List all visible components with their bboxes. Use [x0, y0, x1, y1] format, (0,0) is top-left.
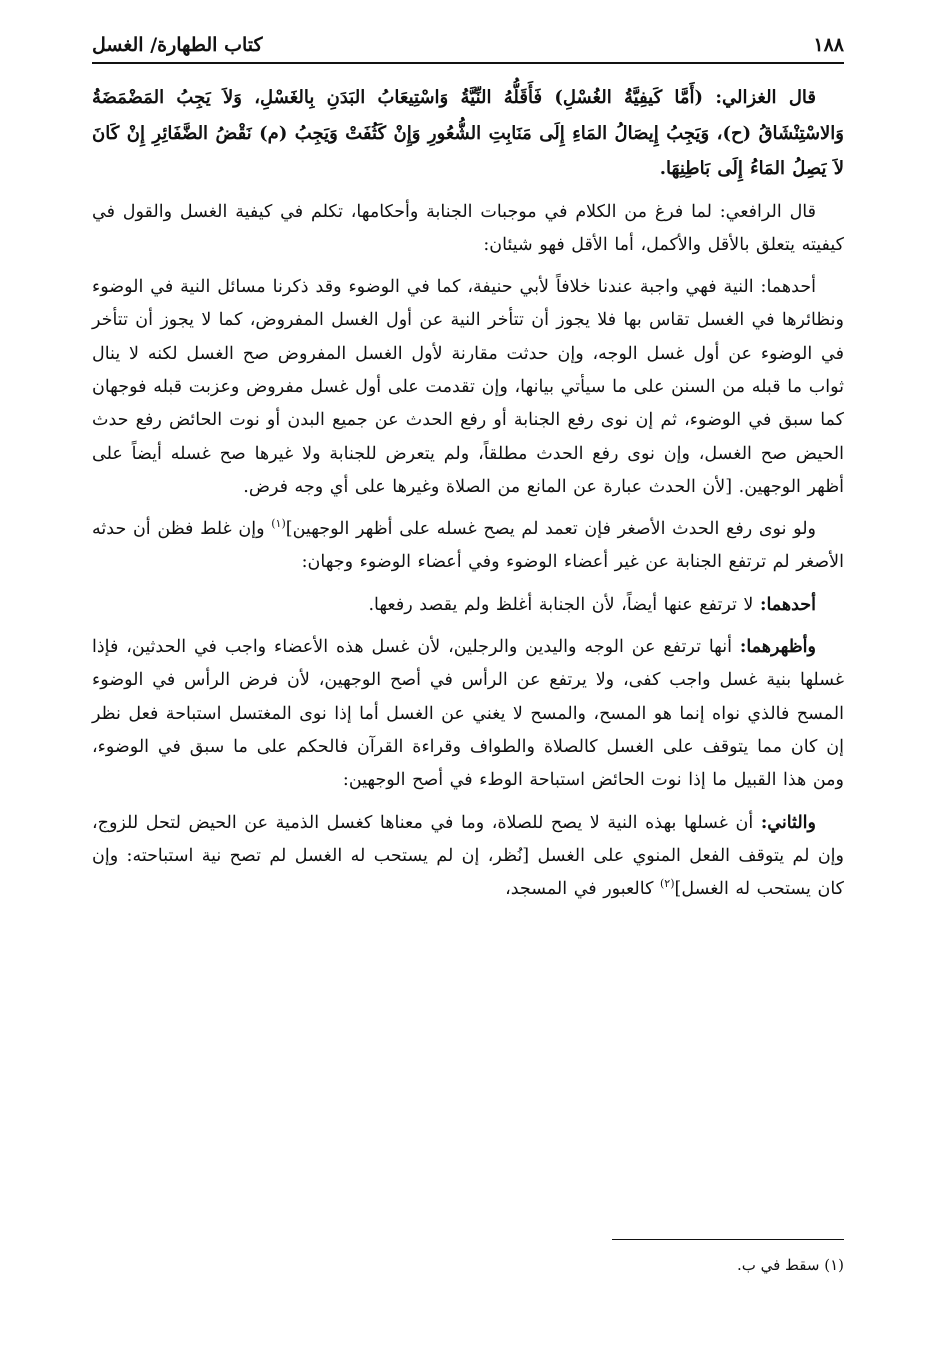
paragraph-text: أن غسلها بهذه النية لا يصح للصلاة، وما في معناها كغسل الذمية عن الحيض لتحل للزوج، وإن لم يتوقف الفعل المنوي على الغسل [نُظر، إن لم يستحب له الغسل لم تصح نية استباحته: وإن كان يستحب له الغسل] [92, 812, 844, 900]
paragraph-lead: وأظهرهما: [739, 637, 816, 658]
page-body [92, 80, 844, 906]
paragraph-text: قال الغزالي: (أَمَّا كَيفِيَّةُ الغُسْلِ) فَأَقَلُّهُ النِّيَّةُ وَاسْتِيعَابُ البَدَنِ بِالغَسْلِ، وَلاَ يَجِبُ المَضْمَضَةُ وَالاسْتِنْشَاقُ (ح)، وَيَجِبُ إِيصَالُ المَاءِ إِلَى مَنَابِتِ الشُّعُورِ وَإِنْ كَثُفَتْ وَيَجِبُ (م) نَقْضُ الضَّفَائِرِ إِنْ كَانَ لاَ يَصِلُ المَاءُ إِلَى بَاطِنِهَا. [92, 87, 844, 179]
chapter-title: كتاب الطهارة/ الغسل [92, 34, 263, 56]
paragraph-lead: أحدهما: [759, 594, 816, 615]
clearer-view-paragraph [92, 631, 844, 797]
paragraph-text-continued: وإن غلط فظن أن حدثه الأصغر لم ترتفع الجنابة عن غير أعضاء الوضوء وفي أعضاء الوضوء وجهان: [92, 519, 844, 573]
minor-hadath-paragraph [92, 513, 844, 580]
paragraph-text: ولو نوى رفع الحدث الأصغر فإن تعمد لم يصح غسله على أظهر الوجهين] [285, 519, 816, 540]
running-header [92, 30, 844, 64]
second-view-paragraph [92, 807, 844, 907]
footnote-marker[interactable]: (١) [271, 517, 286, 531]
paragraph-text: أحدهما: النية فهي واجبة عندنا خلافاً لأبي حنيفة، كما في الوضوء وقد ذكرنا مسائل النية في الوضوء ونظائرها في الغسل تقاس بها فلا يجوز أن تتأخر النية عن أول الغسل المفروض، كما لا يجوز أن تتأخر في الوضوء عن أول غسل الوجه، وإن حدثت مقارنة لأول الغسل المفروض صح الغسل لكنه لا ينال ثواب ما قبله من السنن على ما سيأتي بيانها، وإن تقدمت على أول غسل مفروض وعزبت قبله فوجهان كما سبق في الوضوء، ثم إن نوى رفع الجنابة أو رفع الحدث عن جميع البدن أو نوت الحائض رفع حدث الحيض صح الغسل، وإن نوى رفع الحدث مطلقاً، ولم يتعرض للجنابة ولا غيرها صح غسله أيضاً على أظهر الوجهين. [لأن الحدث عبارة عن المانع من الصلاة وغيرها على أي وجه فرض. [92, 277, 844, 497]
paragraph-text: أنها ترتفع عن الوجه واليدين والرجلين، لأن غسل هذه الأعضاء واجب في الحدثين، فإذا غسلها بنية غسل واجب كفى، ولا يرتفع عن الرأس في أصح الوجهين، لأن فرض الرأس في الوضوء المسح فالذي نواه إنما هو المسح، والمسح لا يغني عن الغسل أما إذا نوى المغتسل استباحة فعل نظر إن كان مما يتوقف على الغسل كالصلاة والطواف وقراءة القرآن فالحكم على ما سبق في الوضوء، ومن هذا القبيل ما إذا نوت الحائض استباحة الوطء في أصح الوجهين: [92, 637, 844, 791]
footnote-item: (١) سقط في ب. [736, 1256, 844, 1274]
paragraph-text-continued: كالعبور في المسجد، [505, 879, 660, 900]
rafii-intro-paragraph [92, 196, 844, 263]
paragraph-lead: والثاني: [760, 812, 816, 833]
first-requirement-paragraph [92, 271, 844, 504]
footnotes-section [92, 1253, 844, 1277]
first-view-paragraph [92, 589, 844, 622]
book-page [92, 30, 844, 1330]
footnote-marker[interactable]: (٢) [659, 877, 675, 891]
footnote-divider [612, 1239, 844, 1240]
ghazali-quote-paragraph [92, 80, 844, 187]
paragraph-text: لا ترتفع عنها أيضاً، لأن الجنابة أغلظ ولم يقصد رفعها. [368, 594, 760, 615]
page-number: ١٨٨ [813, 34, 844, 56]
paragraph-text: قال الرافعي: لما فرغ من الكلام في موجبات الجنابة وأحكامها، تكلم في كيفية الغسل والقول في كيفيته يتعلق بالأقل والأكمل، أما الأقل فهو شيئان: [92, 201, 844, 255]
